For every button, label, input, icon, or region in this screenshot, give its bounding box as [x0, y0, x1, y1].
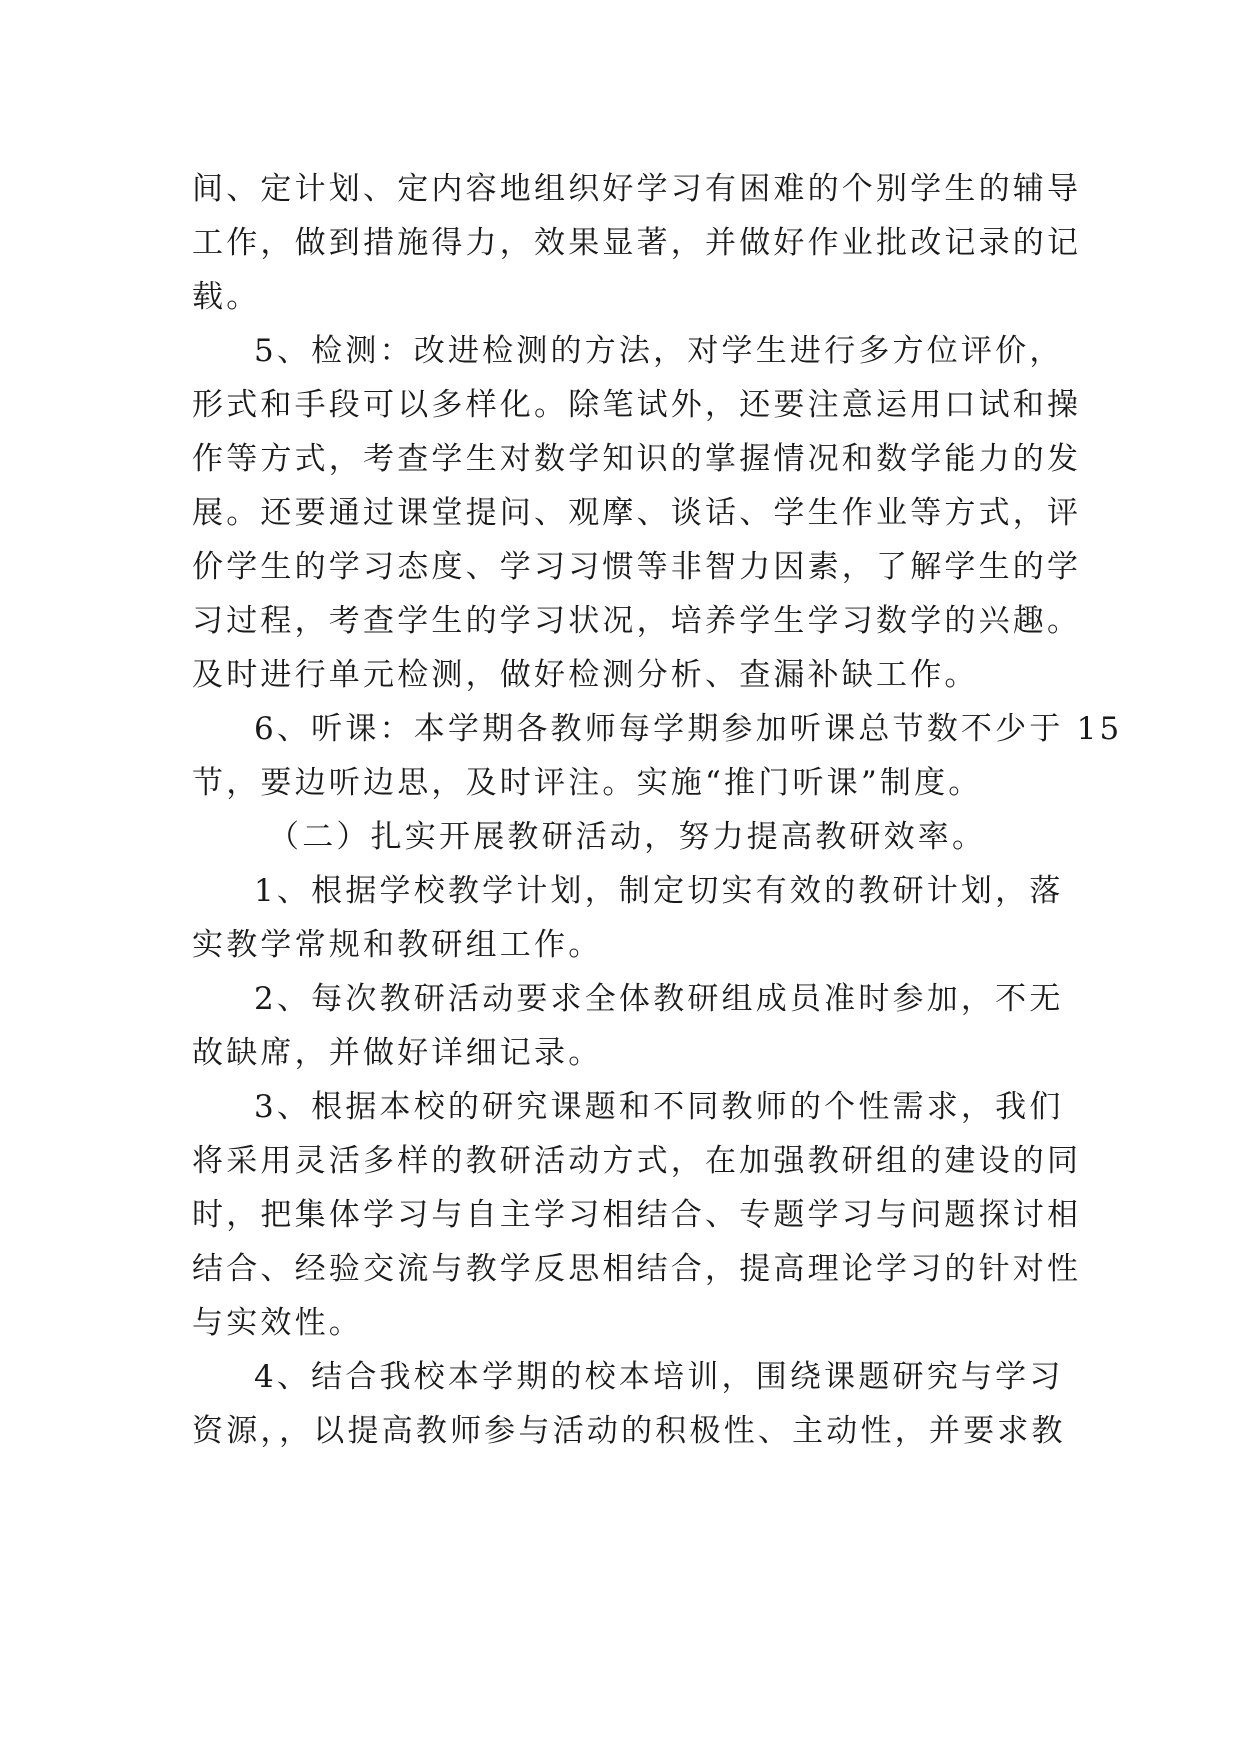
text-line: 4、结合我校本学期的校本培训，围绕课题研究与学习 [254, 1359, 1064, 1395]
text-line: 时，把集体学习与自主学习相结合、专题学习与问题探讨相 [192, 1197, 1082, 1233]
text-line: 6、听课：本学期各教师每学期参加听课总节数不少于 15 [254, 711, 1123, 747]
text-line: 展。还要通过课堂提问、观摩、谈话、学生作业等方式，评 [192, 495, 1082, 531]
text-line: 形式和手段可以多样化。除笔试外，还要注意运用口试和操 [192, 387, 1082, 423]
text-line: 5、检测：改进检测的方法，对学生进行多方位评价， [254, 333, 1064, 369]
text-line: 节，要边听边思，及时评注。实施“推门听课”制度。 [192, 765, 983, 801]
text-line: 载。 [192, 279, 261, 315]
text-line: 1、根据学校教学计划，制定切实有效的教研计划，落 [254, 873, 1064, 909]
text-line: 2、每次教研活动要求全体教研组成员准时参加，不无 [254, 981, 1064, 1017]
text-line: 与实效性。 [192, 1305, 363, 1341]
text-line: 结合、经验交流与教学反思相结合，提高理论学习的针对性 [192, 1251, 1082, 1287]
text-line: 故缺席，并做好详细记录。 [192, 1035, 603, 1071]
text-line: 及时进行单元检测，做好检测分析、查漏补缺工作。 [192, 657, 979, 693]
text-line: 工作，做到措施得力，效果显著，并做好作业批改记录的记 [192, 225, 1082, 261]
text-line: 实教学常规和教研组工作。 [192, 927, 603, 963]
text-line: 将采用灵活多样的教研活动方式，在加强教研组的建设的同 [192, 1143, 1082, 1179]
text-line: （二）扎实开展教研活动，努力提高教研效率。 [268, 819, 987, 855]
text-line: 资源，，以提高教师参与活动的积极性、主动性，并要求教 [192, 1413, 1066, 1449]
body-text [192, 162, 1123, 1458]
text-line: 价学生的学习态度、学习习惯等非智力因素，了解学生的学 [192, 549, 1082, 585]
text-line: 3、根据本校的研究课题和不同教师的个性需求，我们 [254, 1089, 1064, 1125]
text-line: 间、定计划、定内容地组织好学习有困难的个别学生的辅导 [192, 171, 1082, 207]
text-line: 习过程，考查学生的学习状况，培养学生学习数学的兴趣。 [192, 603, 1082, 639]
text-line: 作等方式，考查学生对数学知识的掌握情况和数学能力的发 [192, 441, 1082, 477]
